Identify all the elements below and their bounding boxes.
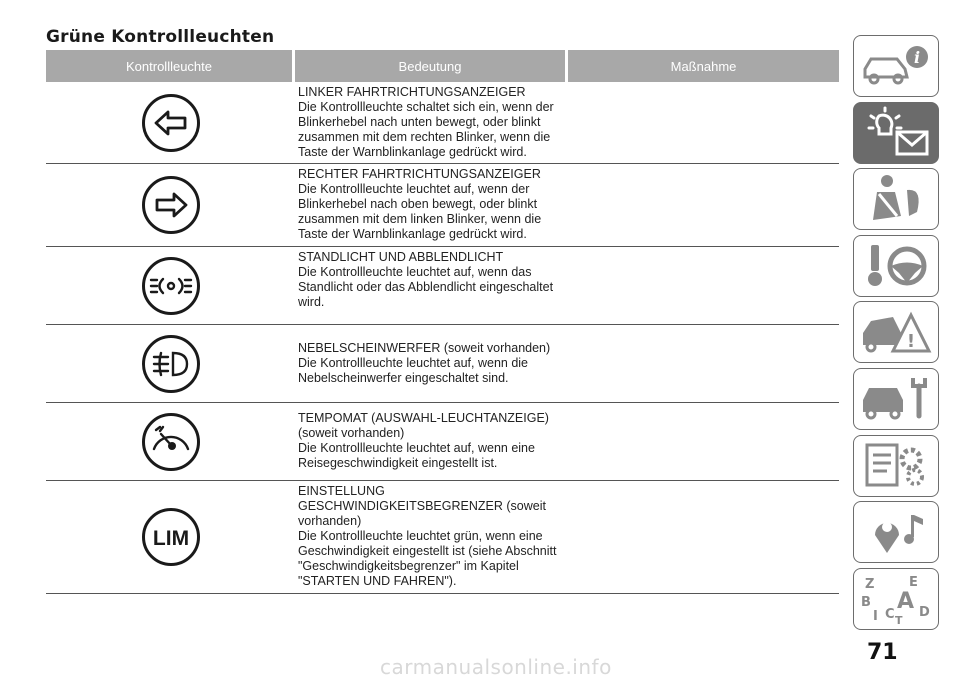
action-cell <box>568 325 839 402</box>
meaning-line: wird. <box>298 295 325 309</box>
chapter-tab-maintenance[interactable] <box>853 368 939 430</box>
chapter-tab-index[interactable] <box>853 568 939 630</box>
side-lights-dipped-beam-icon <box>141 256 201 316</box>
index-letter: I <box>873 608 878 624</box>
page-title: Grüne Kontrollleuchten <box>46 27 275 47</box>
meaning-line: Blinkerhebel nach oben bewegt, oder blinkt <box>298 197 538 211</box>
key-steering-wheel-icon <box>857 239 935 293</box>
index-letter: T <box>895 613 903 626</box>
indicator-cell <box>46 403 295 480</box>
indicator-cell <box>46 481 295 593</box>
meaning-cell <box>295 164 568 246</box>
meaning-line: Nebelscheinwerfer eingeschaltet sind. <box>298 371 509 385</box>
action-cell <box>568 247 839 324</box>
indicator-cell <box>46 325 295 402</box>
chapter-tab-starting[interactable] <box>853 235 939 297</box>
meaning-line: Reisegeschwindigkeit eingestellt ist. <box>298 456 498 470</box>
indicator-cell <box>46 82 295 163</box>
meaning-line: Geschwindigkeit eingestellt ist (siehe Abschnitt <box>298 544 557 558</box>
chapter-tabs <box>853 35 939 634</box>
navigation-music-icon <box>857 505 935 559</box>
header-kontrollleuchte: Kontrollleuchte <box>46 50 292 82</box>
table-header <box>46 50 839 82</box>
meaning-line: vorhanden) <box>298 514 362 528</box>
meaning-line: Taste der Warnblinkanlage gedrückt wird. <box>298 227 527 241</box>
cruise-control-icon <box>141 412 201 472</box>
table-row <box>46 481 839 594</box>
meaning-line: Die Kontrollleuchte leuchtet grün, wenn eine <box>298 529 543 543</box>
meaning-line: Die Kontrollleuchte leuchtet auf, wenn die <box>298 356 529 370</box>
speed-limiter-icon <box>141 507 201 567</box>
indicator-cell <box>46 247 295 324</box>
car-info-icon <box>857 39 935 93</box>
svg-text:!: ! <box>906 331 916 353</box>
warning-lights-table <box>46 50 839 594</box>
meaning-line: zusammen mit dem rechten Blinker, wenn die <box>298 130 551 144</box>
table-row <box>46 164 839 247</box>
meaning-heading: TEMPOMAT (AUSWAHL-LEUCHTANZEIGE) <box>298 411 549 425</box>
index-letter: C <box>885 606 895 622</box>
chapter-tab-car-info[interactable] <box>853 35 939 97</box>
header-bedeutung: Bedeutung <box>295 50 565 82</box>
table-row <box>46 82 839 164</box>
meaning-line: Die Kontrollleuchte schaltet sich ein, wenn der <box>298 100 554 114</box>
chapter-tab-multimedia[interactable] <box>853 501 939 563</box>
alphabetical-index-icon <box>857 572 935 626</box>
meaning-cell <box>295 403 568 480</box>
speed-limiter-label: LIM <box>152 527 189 550</box>
meaning-line: Blinkerhebel nach unten bewegt, oder blinkt <box>298 115 541 129</box>
table-row <box>46 403 839 481</box>
index-letter: Z <box>865 576 875 592</box>
meaning-cell <box>295 325 568 402</box>
action-cell <box>568 481 839 593</box>
right-turn-arrow-icon <box>141 175 201 235</box>
action-cell <box>568 164 839 246</box>
chapter-tab-safety[interactable] <box>853 168 939 230</box>
warning-light-message-icon <box>857 106 935 160</box>
car-wrench-icon <box>857 372 935 426</box>
fog-light-icon <box>141 334 201 394</box>
meaning-cell <box>295 481 568 593</box>
chapter-tab-technical-data[interactable] <box>853 435 939 497</box>
action-cell <box>568 403 839 480</box>
chapter-tab-warning-lights[interactable] <box>853 102 939 164</box>
meaning-heading: RECHTER FAHRTRICHTUNGSANZEIGER <box>298 167 541 181</box>
seat-belt-airbag-icon <box>857 172 935 226</box>
watermark: carmanualsonline.info <box>380 655 612 679</box>
indicator-cell <box>46 164 295 246</box>
meaning-line: "STARTEN UND FAHREN"). <box>298 574 457 588</box>
meaning-line: (soweit vorhanden) <box>298 426 405 440</box>
meaning-line: Standlicht oder das Abblendlicht eingeschaltet <box>298 280 554 294</box>
meaning-heading: NEBELSCHEINWERFER (soweit vorhanden) <box>298 341 551 355</box>
index-letter: B <box>861 594 871 610</box>
meaning-line: Die Kontrollleuchte leuchtet auf, wenn das <box>298 265 532 279</box>
meaning-heading: EINSTELLUNG <box>298 484 385 498</box>
table-row <box>46 247 839 325</box>
meaning-line: GESCHWINDIGKEITSBEGRENZER (soweit <box>298 499 546 513</box>
meaning-heading: LINKER FAHRTRICHTUNGSANZEIGER <box>298 85 526 99</box>
page-number: 71 <box>867 640 898 665</box>
meaning-cell <box>295 82 568 163</box>
meaning-line: Taste der Warnblinkanlage gedrückt wird. <box>298 145 527 159</box>
meaning-line: zusammen mit dem linken Blinker, wenn die <box>298 212 542 226</box>
index-letter: A <box>897 588 915 614</box>
index-letter: E <box>909 574 918 590</box>
meaning-heading: STANDLICHT UND ABBLENDLICHT <box>298 250 504 264</box>
car-accident-warning-icon <box>857 305 935 359</box>
meaning-line: Die Kontrollleuchte leuchtet auf, wenn der <box>298 182 530 196</box>
document-gears-icon <box>857 439 935 493</box>
meaning-cell <box>295 247 568 324</box>
meaning-line: "Geschwindigkeitsbegrenzer" im Kapitel <box>298 559 519 573</box>
action-cell <box>568 82 839 163</box>
table-row <box>46 325 839 403</box>
header-massnahme: Maßnahme <box>568 50 839 82</box>
index-letter: D <box>919 604 930 620</box>
chapter-tab-emergency[interactable] <box>853 301 939 363</box>
svg-text:i: i <box>913 48 921 67</box>
left-turn-arrow-icon <box>141 93 201 153</box>
meaning-line: Die Kontrollleuchte leuchtet auf, wenn eine <box>298 441 535 455</box>
